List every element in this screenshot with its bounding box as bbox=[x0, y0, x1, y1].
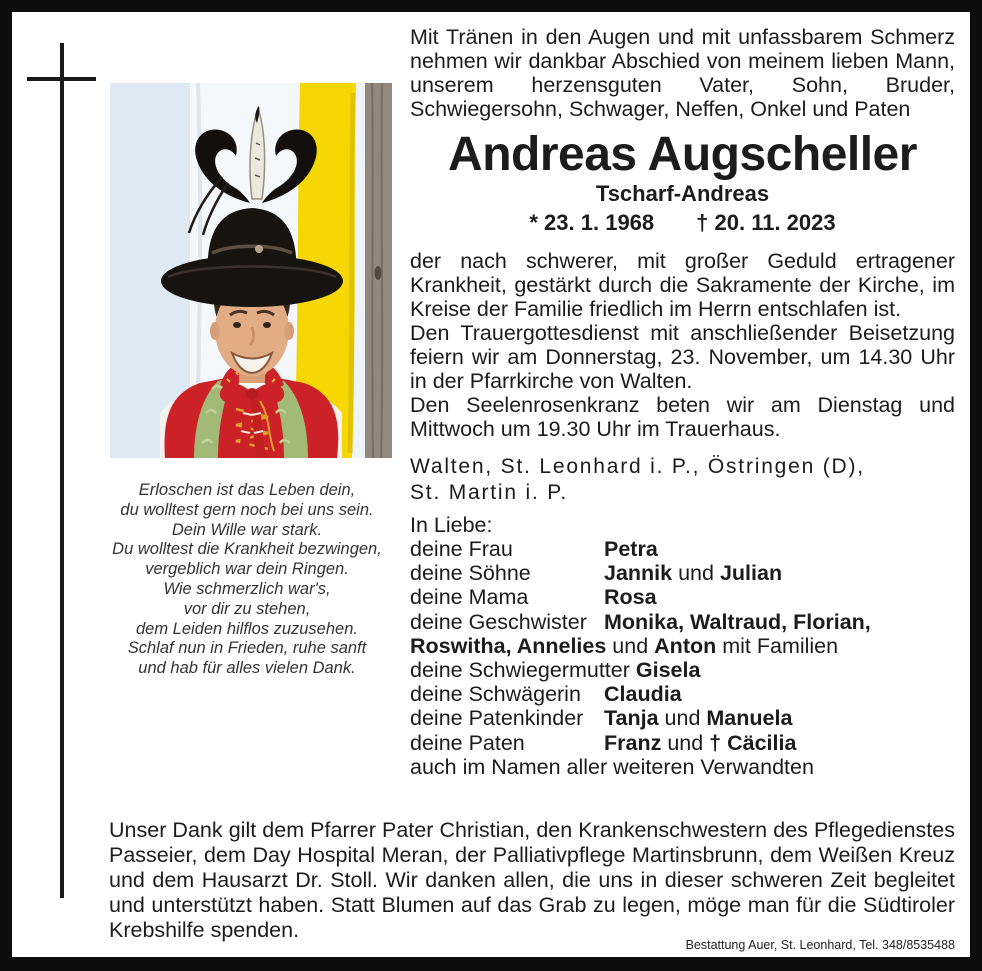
poem-line: dem Leiden hilflos zuzusehen. bbox=[136, 619, 358, 638]
family-relation-label: deine Söhne bbox=[410, 561, 531, 586]
poem-line: vor dir zu stehen, bbox=[183, 599, 311, 618]
birth-date: * 23. 1. 1968 bbox=[529, 210, 655, 235]
main-text-column bbox=[410, 25, 955, 779]
family-row bbox=[410, 585, 955, 609]
family-names: Rosa bbox=[604, 585, 657, 610]
thanks-paragraph: Unser Dank gilt dem Pfarrer Pater Christian, den Krankenschwestern des Pflegedienstes Passeier, dem Day Hospital Meran, der Palliativpflege Martinsbrunn, dem Weißen Kreuz und dem Hausarzt Dr. Stoll. Wir danken allen, die uns in dieser schweren Zeit begleitet und unterstützt haben. Statt Blumen auf das Grab zu legen, möge man für die Südtiroler Krebshilfe spenden. bbox=[109, 818, 955, 942]
family-relation-label: deine Paten bbox=[410, 730, 525, 755]
family-row bbox=[410, 658, 955, 682]
family-row bbox=[410, 731, 955, 755]
family-row bbox=[410, 610, 955, 634]
paragraph-rosary: Den Seelenrosenkranz beten wir am Dienstag und Mittwoch um 19.30 Uhr im Trauerhaus. bbox=[410, 393, 955, 441]
poem-line: Dein Wille war stark. bbox=[171, 520, 323, 539]
family-row bbox=[410, 706, 955, 730]
family-heading: In Liebe: bbox=[410, 513, 493, 537]
places-line: Walten, St. Leonhard i. P., Östringen (D), St. Martin i. P. bbox=[410, 455, 865, 504]
family-names: auch im Namen aller weiteren Verwandten bbox=[410, 754, 814, 779]
family-row bbox=[410, 682, 955, 706]
intro-paragraph: Mit Tränen in den Augen und mit unfassbarem Schmerz nehmen wir dankbar Abschied von meinem lieben Mann, unserem herzensguten Vater, Sohn, Bruder, Schwiegersohn, Schwager, Neffen, Onkel und Paten bbox=[410, 25, 955, 121]
family-relation-label: deine Mama bbox=[410, 585, 529, 610]
family-names: Franz und † Cäcilia bbox=[604, 730, 797, 755]
funeral-home-credit: Bestattung Auer, St. Leonhard, Tel. 348/8535488 bbox=[685, 938, 955, 952]
family-row bbox=[410, 755, 955, 779]
eye bbox=[263, 322, 271, 328]
family-names: deine Schwiegermutter Gisela bbox=[410, 658, 701, 683]
poem-line: und hab für alles vielen Dank. bbox=[138, 659, 356, 678]
poem-line: Wie schmerzlich war's, bbox=[163, 579, 331, 598]
hat-clasp bbox=[255, 245, 263, 253]
family-relation-label: deine Geschwister bbox=[410, 609, 587, 634]
family-names: Claudia bbox=[604, 682, 682, 707]
poem-line: Du wolltest die Krankheit bezwingen, bbox=[112, 540, 382, 559]
cross-icon bbox=[60, 43, 64, 898]
family-names: Monika, Waltraud, Florian, bbox=[604, 609, 871, 634]
deceased-nickname: Tscharf-Andreas bbox=[595, 181, 770, 206]
poem-line: du wolltest gern noch bei uns sein. bbox=[120, 500, 374, 519]
eye bbox=[233, 322, 241, 328]
family-relation-label: deine Schwägerin bbox=[410, 682, 581, 707]
family-row bbox=[410, 537, 955, 561]
family-relation-label: deine Frau bbox=[410, 537, 513, 561]
family-names: Tanja und Manuela bbox=[604, 706, 793, 731]
poem-line: Erloschen ist das Leben dein, bbox=[138, 481, 356, 499]
family-row bbox=[410, 634, 955, 658]
paragraph-illness: der nach schwerer, mit großer Geduld ertragener Krankheit, gestärkt durch die Sakramente der Kirche, im Kreise der Familie friedlich im Herrn entschlafen ist. bbox=[410, 249, 955, 321]
family-names: Petra bbox=[604, 537, 658, 561]
family-list bbox=[410, 537, 955, 779]
family-names: Jannik und Julian bbox=[604, 561, 783, 586]
deceased-name: Andreas Augscheller bbox=[448, 128, 917, 181]
poem-line: vergeblich war dein Ringen. bbox=[145, 560, 349, 579]
portrait-photo bbox=[110, 83, 392, 458]
family-row bbox=[410, 561, 955, 585]
cross-icon bbox=[27, 77, 96, 81]
poem-line: Schlaf nun in Frieden, ruhe sanft bbox=[127, 639, 367, 658]
family-names: Roswitha, Annelies und Anton mit Familien bbox=[410, 633, 839, 658]
life-dates bbox=[410, 210, 955, 236]
memorial-poem bbox=[94, 481, 400, 679]
paragraph-funeral: Den Trauergottesdienst mit anschließender Beisetzung feiern wir am Donnerstag, 23. November, um 14.30 Uhr in der Pfarrkirche von Walten. bbox=[410, 321, 955, 393]
death-date: † 20. 11. 2023 bbox=[696, 210, 836, 235]
announcement-paragraphs bbox=[410, 249, 955, 441]
family-relation-label: deine Patenkinder bbox=[410, 706, 584, 731]
